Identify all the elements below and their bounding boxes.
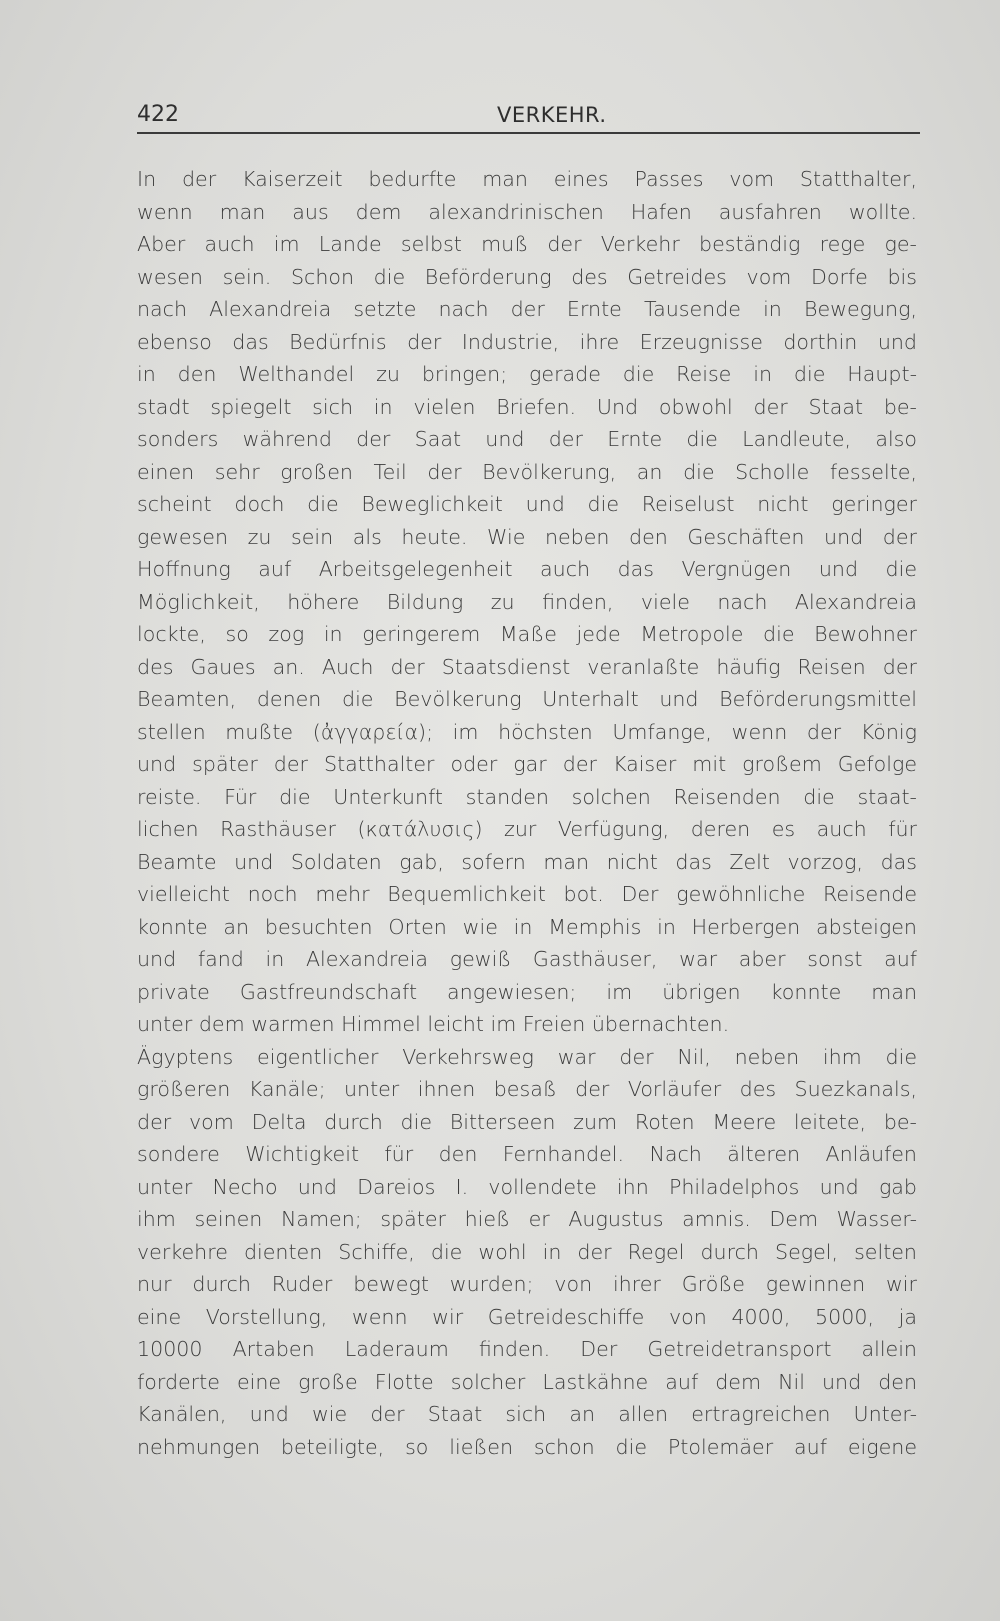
text-line: unter dem warmen Himmel leicht im Freien übernachten.	[137, 1012, 730, 1036]
text-line: einen sehr großen Teil der Bevölkerung, an die Scholle fesselte,	[137, 459, 917, 484]
text-line: Kanälen, und wie der Staat sich an allen ertragreichen Unter-	[137, 1402, 917, 1426]
text-line: lichen Rasthäuser (κατάλυσις) zur Verfügung, deren es auch für	[137, 817, 917, 841]
body-text	[137, 163, 917, 1463]
text-line: und später der Statthalter oder gar der Kaiser mit großem Gefolge	[137, 752, 917, 776]
text-line: private Gastfreundschaft angewiesen; im übrigen konnte man	[137, 979, 917, 1004]
text-line: sondere Wichtigkeit für den Fernhandel. Nach älteren Anläufen	[137, 1142, 917, 1166]
text-line: Hoffnung auf Arbeitsgelegenheit auch das Vergnügen und die	[137, 557, 917, 581]
text-line: scheint doch die Beweglichkeit und die Reiselust nicht geringer	[137, 492, 917, 516]
text-line: nach Alexandreia setzte nach der Ernte Tausende in Bewegung,	[137, 297, 917, 321]
text-line: reiste. Für die Unterkunft standen solchen Reisenden die staat-	[137, 784, 917, 809]
text-line: gewesen zu sein als heute. Wie neben den Geschäften und der	[137, 524, 917, 549]
running-head: VERKEHR.	[497, 103, 607, 127]
text-line: Möglichkeit, höhere Bildung zu finden, viele nach Alexandreia	[137, 589, 917, 614]
text-line: konnte an besuchten Orten wie in Memphis in Herbergen absteigen	[137, 914, 917, 939]
text-line: eine Vorstellung, wenn wir Getreideschiffe von 4000, 5000, ja	[137, 1304, 917, 1329]
text-line: Beamte und Soldaten gab, sofern man nicht das Zelt vorzog, das	[137, 849, 917, 874]
text-line: vielleicht noch mehr Bequemlichkeit bot. Der gewöhnliche Reisende	[137, 882, 917, 906]
text-line: wenn man aus dem alexandrinischen Hafen ausfahren wollte.	[137, 199, 917, 224]
text-line: und fand in Alexandreia gewiß Gasthäuser, war aber sonst auf	[137, 947, 917, 971]
text-line: nehmungen beteiligte, so ließen schon die Ptolemäer auf eigene	[137, 1434, 917, 1459]
text-line: wesen sein. Schon die Beförderung des Getreides vom Dorfe bis	[137, 264, 917, 289]
page-number: 422	[137, 102, 179, 127]
text-line: Beamten, denen die Bevölkerung Unterhalt und Beförderungsmittel	[137, 687, 917, 711]
text-line: ebenso das Bedürfnis der Industrie, ihre Erzeugnisse dorthin und	[137, 329, 917, 354]
text-line: des Gaues an. Auch der Staatsdienst veranlaßte häufig Reisen der	[137, 654, 917, 679]
header-rule	[137, 132, 920, 134]
text-line: 10000 Artaben Laderaum finden. Der Getreidetransport allein	[137, 1337, 917, 1361]
text-line: nur durch Ruder bewegt wurden; von ihrer Größe gewinnen wir	[137, 1272, 917, 1296]
text-line: unter Necho und Dareios I. vollendete ihn Philadelphos und gab	[137, 1174, 917, 1199]
text-line: stellen mußte (ἀγγαρεία); im höchsten Umfange, wenn der König	[137, 719, 917, 744]
text-line: Ägyptens eigentlicher Verkehrsweg war der Nil, neben ihm die	[137, 1044, 917, 1069]
text-line: verkehre dienten Schiffe, die wohl in der Regel durch Segel, selten	[137, 1239, 917, 1264]
text-line: größeren Kanäle; unter ihnen besaß der Vorläufer des Suezkanals,	[137, 1077, 917, 1101]
text-line: stadt spiegelt sich in vielen Briefen. Und obwohl der Staat be-	[137, 394, 917, 419]
text-line: ihm seinen Namen; später hieß er Augustus amnis. Dem Wasser-	[137, 1207, 917, 1231]
text-line: in den Welthandel zu bringen; gerade die Reise in die Haupt-	[137, 362, 917, 386]
text-line: Aber auch im Lande selbst muß der Verkehr beständig rege ge-	[137, 232, 917, 256]
page-header	[137, 100, 920, 130]
text-line: der vom Delta durch die Bitterseen zum Roten Meere leitete, be-	[137, 1109, 917, 1134]
text-line: lockte, so zog in geringerem Maße jede Metropole die Bewohner	[137, 622, 917, 646]
text-line: sonders während der Saat und der Ernte die Landleute, also	[137, 427, 917, 451]
text-line: In der Kaiserzeit bedurfte man eines Passes vom Statthalter,	[137, 167, 917, 191]
text-line: forderte eine große Flotte solcher Lastkähne auf dem Nil und den	[137, 1369, 917, 1394]
